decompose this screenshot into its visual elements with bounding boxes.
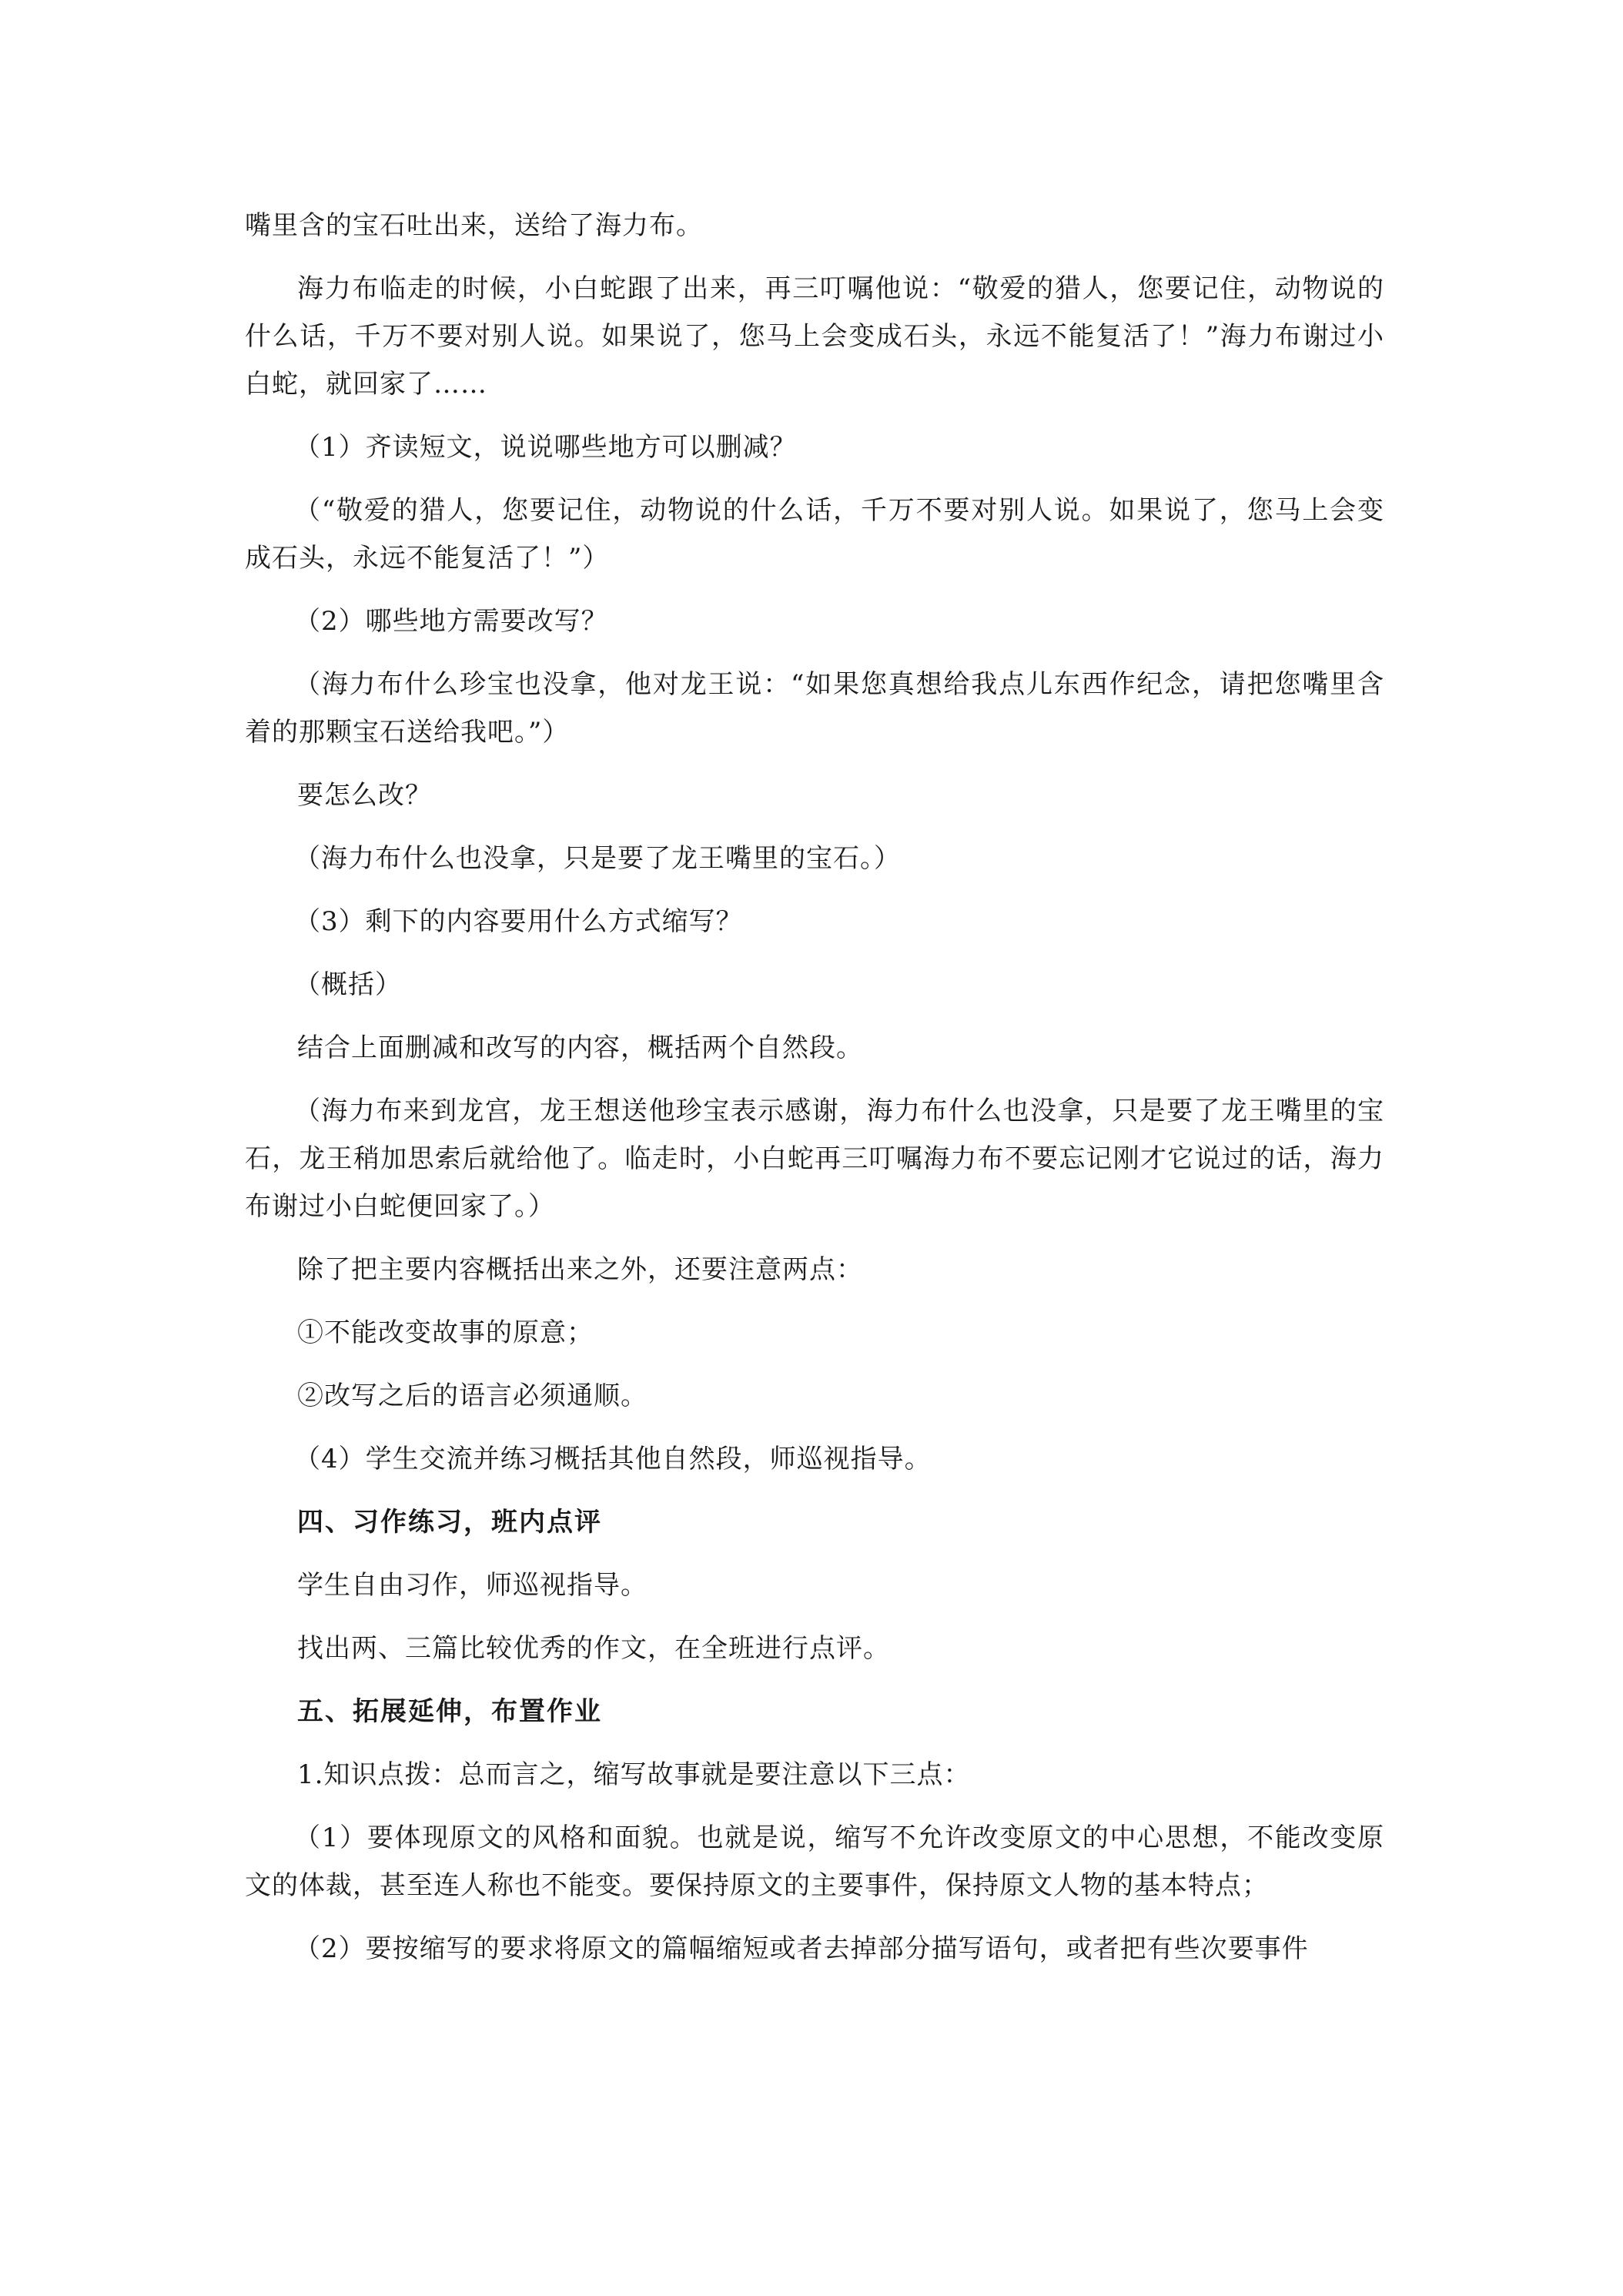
question-2: （2）哪些地方需要改写？ xyxy=(294,606,608,637)
instruction-summarize: 结合上面删减和改写的内容，概括两个自然段。 xyxy=(297,1033,863,1063)
summary-answer: （海力布来到龙宫，龙王想送他珍宝表示感谢，海力布什么也没拿，只是要了龙王嘴里的宝石，龙王稍加思索后就给他了。临走时，小白蛇再三叮嘱海力布不要忘记刚才它说过的话，海力布谢过小白蛇便回家了。） xyxy=(245,1096,1384,1222)
question-1: （1）齐读短文，说说哪些地方可以删减？ xyxy=(294,432,797,463)
point-1: ①不能改变故事的原意； xyxy=(297,1317,594,1348)
answer-3: （概括） xyxy=(294,969,402,1000)
knowledge-tip: 1.知识点拨：总而言之，缩写故事就是要注意以下三点： xyxy=(297,1759,971,1790)
answer-how-to-change: （海力布什么也没拿，只是要了龙王嘴里的宝石。） xyxy=(294,843,901,874)
note-two-points: 除了把主要内容概括出来之外，还要注意两点： xyxy=(297,1254,863,1285)
section-heading-4: 四、习作练习，班内点评 xyxy=(297,1507,602,1538)
question-3: （3）剩下的内容要用什么方式缩写？ xyxy=(294,906,743,937)
tip-item-2: （2）要按缩写的要求将原文的篇幅缩短或者去掉部分描写语句，或者把有些次要事件 xyxy=(294,1933,1309,1964)
prompt-how-to-change: 要怎么改？ xyxy=(297,780,432,811)
tip-item-1: （1）要体现原文的风格和面貌。也就是说，缩写不允许改变原文的中心思想，不能改变原文的体裁，甚至连人称也不能变。要保持原文的主要事件，保持原文人物的基本特点； xyxy=(245,1822,1384,1901)
answer-1: （“敬爱的猎人，您要记住，动物说的什么话，千万不要对别人说。如果说了，您马上会变成石头，永远不能复活了！”） xyxy=(245,495,1384,574)
paragraph-story-excerpt: 海力布临走的时候，小白蛇跟了出来，再三叮嘱他说：“敬爱的猎人，您要记住，动物说的什么话，千万不要对别人说。如果说了，您马上会变成石头，永远不能复活了！”海力布谢过小白蛇，就回家了…… xyxy=(245,273,1384,400)
paragraph-review: 找出两、三篇比较优秀的作文，在全班进行点评。 xyxy=(297,1633,890,1664)
question-4: （4）学生交流并练习概括其他自然段，师巡视指导。 xyxy=(294,1444,932,1474)
answer-2: （海力布什么珍宝也没拿，他对龙王说：“如果您真想给我点儿东西作纪念，请把您嘴里含着的那颗宝石送给我吧。”） xyxy=(245,669,1384,748)
paragraph-free-writing: 学生自由习作，师巡视指导。 xyxy=(297,1570,648,1601)
section-heading-5: 五、拓展延伸，布置作业 xyxy=(297,1696,602,1727)
document-body xyxy=(245,202,1384,1973)
paragraph-continuation: 嘴里含的宝石吐出来，送给了海力布。 xyxy=(245,210,703,241)
point-2: ②改写之后的语言必须通顺。 xyxy=(297,1381,648,1411)
